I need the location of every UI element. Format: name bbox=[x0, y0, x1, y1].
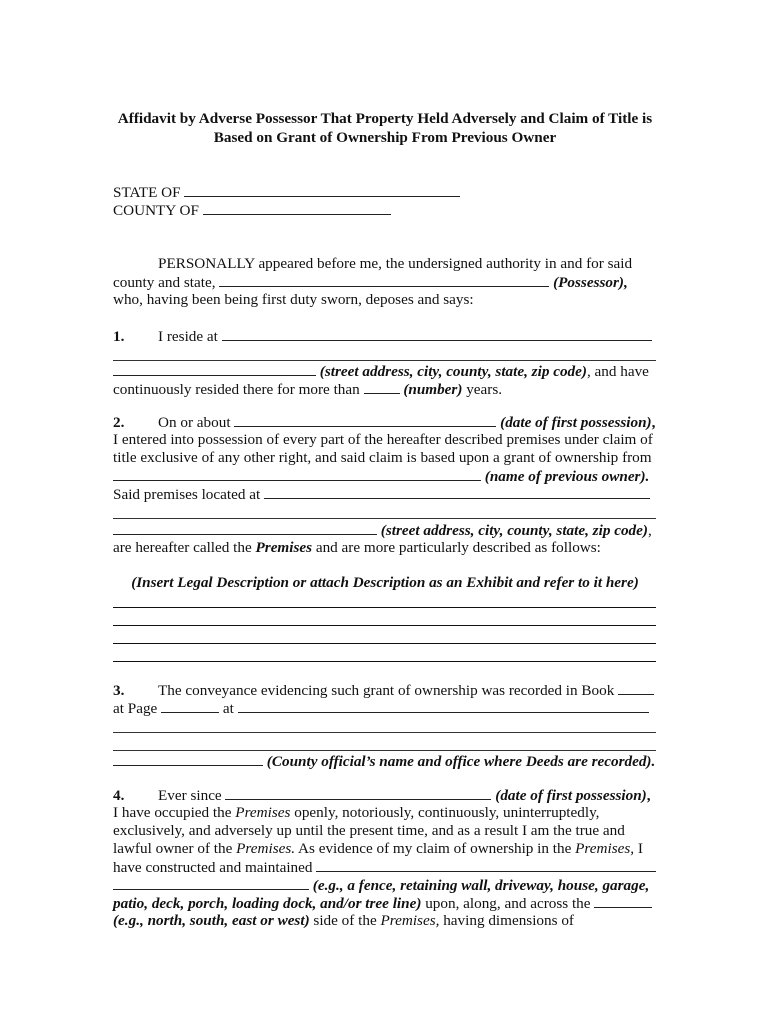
previous-owner-hint: (name of previous owner). bbox=[484, 468, 650, 485]
premises-location-blank-3[interactable] bbox=[113, 521, 377, 535]
legal-description-line-1[interactable] bbox=[113, 607, 656, 608]
p3-line-1 bbox=[113, 681, 654, 700]
p4-text: upon, along, and across the bbox=[425, 895, 591, 912]
constructed-blank[interactable] bbox=[316, 858, 656, 872]
premises-term: Premises, bbox=[380, 912, 440, 929]
premises-location-blank-2[interactable] bbox=[113, 518, 656, 519]
p2-line-1 bbox=[113, 413, 655, 432]
address-hint: (street address, city, county, state, zip code) bbox=[380, 522, 648, 539]
intro-line-2 bbox=[113, 273, 628, 292]
county-state-blank[interactable] bbox=[219, 273, 549, 287]
county-blank[interactable] bbox=[203, 201, 391, 215]
p2-line-3: title exclusive of any other right, and said claim is based upon a grant of ownership from bbox=[113, 449, 652, 466]
intro-line-1: PERSONALLY appeared before me, the undersigned authority in and for said bbox=[158, 255, 633, 272]
title-line-1: Affidavit by Adverse Possessor That Property Held Adversely and Claim of Title is bbox=[117, 110, 653, 127]
comma: , bbox=[647, 522, 652, 539]
p3-number: 3. bbox=[113, 682, 125, 699]
p4-number: 4. bbox=[113, 787, 125, 804]
p1-text: I reside at bbox=[158, 328, 218, 345]
p1-text: years. bbox=[466, 381, 503, 398]
p1-line-4 bbox=[113, 380, 502, 399]
recorded-at-blank-2[interactable] bbox=[113, 732, 656, 733]
previous-owner-blank[interactable] bbox=[113, 467, 481, 481]
p4-text: lawful owner of the bbox=[113, 840, 233, 857]
p4-line-2 bbox=[113, 804, 599, 822]
p1-line-1 bbox=[113, 327, 652, 346]
p2-text: are hereafter called the bbox=[113, 539, 252, 556]
p4-line-1 bbox=[113, 786, 651, 805]
premises-term: Premises. bbox=[236, 840, 296, 857]
county-official-hint: (County official’s name and office where Deeds are recorded). bbox=[266, 753, 656, 770]
residence-blank-3[interactable] bbox=[113, 362, 316, 376]
p1-text: , and have bbox=[586, 363, 649, 380]
premises-term: Premises bbox=[255, 539, 313, 556]
p2-line-5 bbox=[113, 485, 650, 504]
state-label: STATE OF bbox=[113, 184, 181, 201]
p2-text: On or about bbox=[158, 414, 231, 431]
possession-date-blank-2[interactable] bbox=[225, 786, 491, 800]
p4-line-7 bbox=[113, 894, 652, 913]
date-hint: (date of first possession) bbox=[500, 414, 652, 431]
side-blank[interactable] bbox=[594, 894, 652, 908]
intro-text: county and state, bbox=[113, 274, 216, 291]
recorded-at-blank-3[interactable] bbox=[113, 750, 656, 751]
possession-date-blank[interactable] bbox=[234, 413, 496, 427]
legal-description-line-3[interactable] bbox=[113, 643, 656, 644]
p4-text: have constructed and maintained bbox=[113, 859, 313, 876]
county-label: COUNTY OF bbox=[113, 202, 199, 219]
p4-text: having dimensions of bbox=[443, 912, 574, 929]
date-hint: (date of first possession) bbox=[495, 787, 647, 804]
improvements-hint: patio, deck, porch, loading dock, and/or tree line) bbox=[113, 895, 422, 912]
county-official-blank[interactable] bbox=[113, 752, 263, 766]
intro-line-3: who, having been being first duty sworn, deposes and says: bbox=[113, 291, 474, 308]
p4-text: openly, notoriously, continuously, uninterruptedly, bbox=[294, 804, 600, 821]
direction-hint: (e.g., north, south, east or west) bbox=[113, 912, 310, 929]
p4-line-4 bbox=[113, 840, 643, 858]
comma: , bbox=[646, 787, 651, 804]
p4-line-6 bbox=[113, 876, 649, 895]
p4-text: I have occupied the bbox=[113, 804, 232, 821]
premises-term: Premises bbox=[235, 804, 291, 821]
state-blank[interactable] bbox=[184, 183, 460, 197]
p4-text: Ever since bbox=[158, 787, 222, 804]
p2-line-4 bbox=[113, 467, 649, 486]
p4-text: side of the bbox=[313, 912, 377, 929]
premises-term: Premises, bbox=[575, 840, 635, 857]
document-title bbox=[100, 110, 670, 147]
page-blank[interactable] bbox=[161, 699, 219, 713]
p1-number: 1. bbox=[113, 328, 125, 345]
premises-location-blank[interactable] bbox=[264, 485, 650, 499]
p1-line-3 bbox=[113, 362, 649, 381]
title-line-2: Based on Grant of Ownership From Previous Owner bbox=[213, 128, 557, 146]
p3-text: at Page bbox=[113, 700, 158, 717]
residence-blank-2[interactable] bbox=[113, 360, 656, 361]
p3-text: The conveyance evidencing such grant of ownership was recorded in Book bbox=[158, 682, 615, 699]
p4-text: I bbox=[637, 840, 643, 857]
p2-text: Said premises located at bbox=[113, 486, 261, 503]
p3-line-5 bbox=[113, 752, 655, 771]
p2-line-2: I entered into possession of every part of the hereafter described premises under claim of bbox=[113, 431, 653, 448]
improvements-hint: (e.g., a fence, retaining wall, driveway, house, garage, bbox=[312, 877, 650, 894]
p4-line-5 bbox=[113, 858, 656, 877]
state-line bbox=[113, 183, 460, 202]
years-blank[interactable] bbox=[364, 380, 400, 394]
recorded-at-blank[interactable] bbox=[238, 699, 649, 713]
possessor-label: (Possessor), bbox=[553, 274, 628, 291]
p4-line-3: exclusively, and adversely up until the present time, and as a result I am the true and bbox=[113, 822, 625, 839]
legal-description-line-2[interactable] bbox=[113, 625, 656, 626]
p4-text: As evidence of my claim of ownership in the bbox=[298, 840, 572, 857]
legal-description-line-4[interactable] bbox=[113, 661, 656, 662]
book-blank[interactable] bbox=[618, 681, 654, 695]
legal-description-instruction bbox=[100, 574, 670, 592]
p2-text: and are more particularly described as follows: bbox=[315, 539, 601, 556]
constructed-blank-2[interactable] bbox=[113, 876, 309, 890]
p3-text: at bbox=[222, 700, 234, 717]
p4-line-8 bbox=[113, 912, 574, 930]
p1-text: continuously resided there for more than bbox=[113, 381, 360, 398]
p2-line-7 bbox=[113, 521, 652, 540]
p3-line-2 bbox=[113, 699, 649, 718]
number-hint: (number) bbox=[403, 381, 463, 398]
p2-line-8 bbox=[113, 539, 601, 557]
address-hint: (street address, city, county, state, zip code) bbox=[319, 363, 587, 380]
p2-number: 2. bbox=[113, 414, 125, 431]
residence-blank[interactable] bbox=[222, 327, 652, 341]
comma: , bbox=[651, 414, 656, 431]
county-line bbox=[113, 201, 391, 220]
legal-hint: (Insert Legal Description or attach Description as an Exhibit and refer to it here) bbox=[131, 574, 639, 591]
